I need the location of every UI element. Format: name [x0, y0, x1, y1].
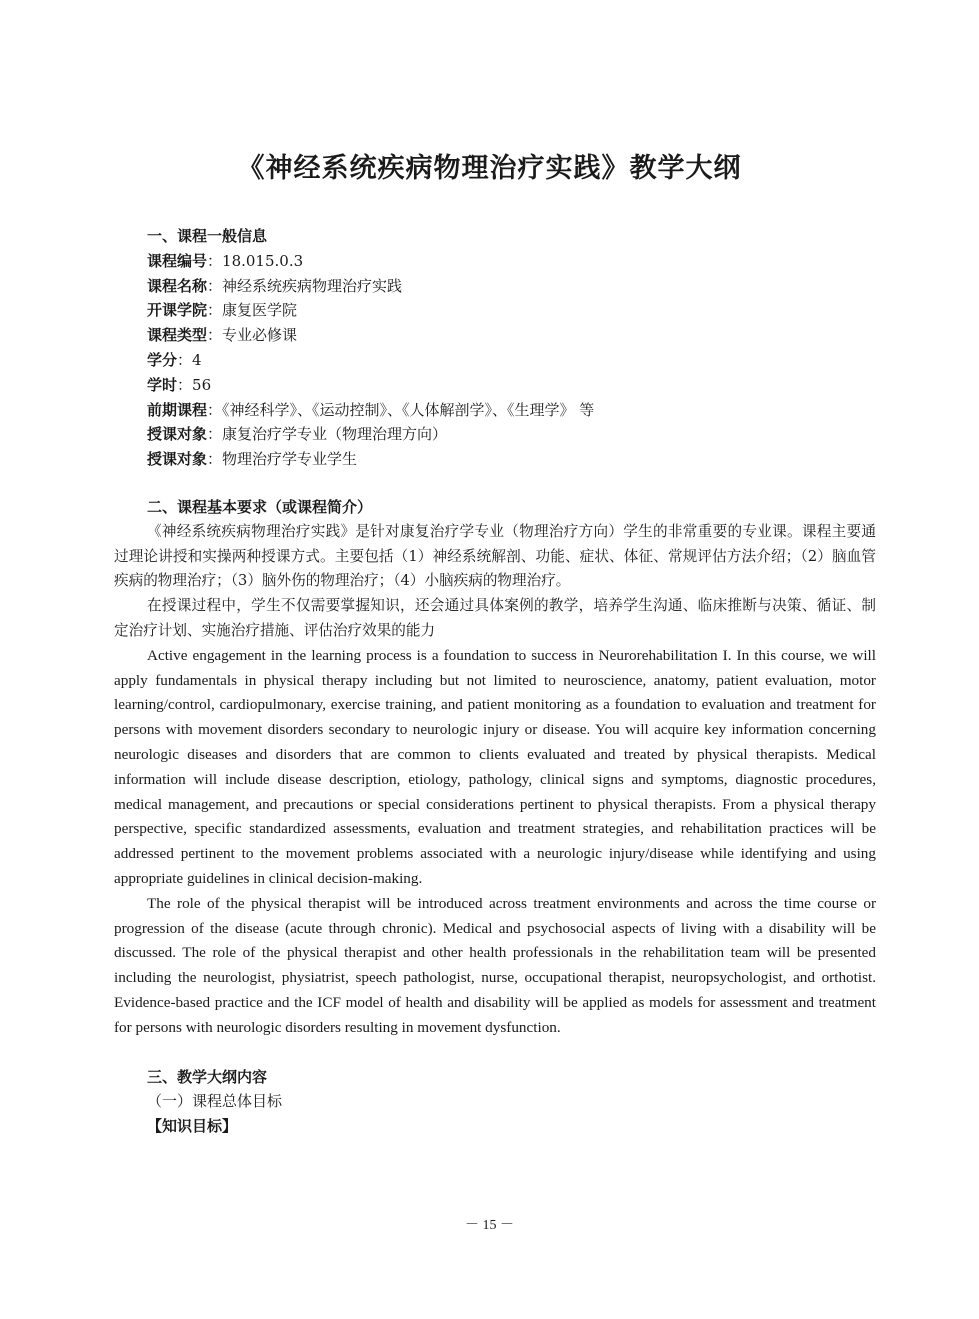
- section-heading-requirements: 二、课程基本要求（或课程简介）: [147, 497, 373, 516]
- course-info-value: 18.015.0.3: [222, 251, 304, 270]
- subheading-overall-goals: （一）课程总体目标: [147, 1092, 283, 1111]
- course-info-value: 物理治疗学专业学生: [222, 450, 358, 469]
- course-info-label: 课程类型: [147, 326, 208, 345]
- course-info-label: 课程名称: [147, 276, 208, 295]
- course-info-row: [114, 323, 876, 348]
- course-info-value: 神经系统疾病物理治疗实践: [222, 276, 403, 295]
- course-info-separator: ：: [207, 251, 223, 270]
- section-heading-syllabus-content: 三、教学大纲内容: [147, 1067, 268, 1086]
- course-info-row: [114, 398, 876, 423]
- course-info-value: 专业必修课: [222, 326, 298, 345]
- course-info-row: [114, 422, 876, 447]
- course-info-value: 康复医学院: [222, 301, 298, 320]
- course-info-list: [114, 249, 876, 472]
- document-title: 《神经系统疾病物理治疗实践》教学大纲: [237, 153, 742, 184]
- course-info-row: [114, 447, 876, 472]
- course-info-separator: ：: [207, 301, 223, 320]
- course-info-row: [114, 348, 876, 373]
- course-info-value: 56: [192, 375, 212, 394]
- course-info-label: 学时: [147, 375, 178, 394]
- course-info-row: [114, 249, 876, 274]
- subheading-knowledge-goals: 【知识目标】: [147, 1117, 238, 1136]
- course-info-separator: ：: [177, 375, 193, 394]
- course-info-separator: ：: [207, 326, 223, 345]
- course-info-separator: ：: [177, 350, 193, 369]
- course-info-label: 授课对象: [147, 425, 208, 444]
- course-info-label: 开课学院: [147, 301, 208, 320]
- course-info-separator: ：: [207, 400, 223, 419]
- course-info-value: 康复治疗学专业（物理治理方向）: [222, 425, 448, 444]
- course-info-value: 4: [192, 350, 202, 369]
- course-info-label: 前期课程: [147, 400, 208, 419]
- course-info-separator: ：: [207, 425, 223, 444]
- course-info-label: 学分: [147, 350, 178, 369]
- page-number: － 15 －: [465, 1218, 514, 1233]
- spacer: [114, 1041, 876, 1065]
- course-info-separator: ：: [207, 276, 223, 295]
- course-info-value: 《神经科学》、《运动控制》、《人体解剖学》、《生理学》 等: [222, 400, 595, 419]
- intro-paragraph-cn-1: 《神经系统疾病物理治疗实践》是针对康复治疗学专业（物理治疗方向）学生的非常重要的专业课。课程主要通过理论讲授和实操两种授课方式。主要包括（1）神经系统解剖、功能、症状、体征、常规评估方法介绍；（2）脑血管疾病的物理治疗；（3）脑外伤的物理治疗；（4）小脑疾病的物理治疗。: [114, 522, 876, 590]
- spacer: [114, 472, 876, 495]
- intro-paragraph-en-2: The role of the physical therapist will be introduced across treatment environments and across the time course or progression of the disease (acute through chronic). Medical and psychosocial aspects of living with a disability will be discussed. The role of the physical therapist and other health professionals in the rehabilitation team will be presented including the neurologist, physiatrist, speech pathologist, nurse, occupational therapist, neuropsychologist, and orthotist. Evidence-based practice and the ICF model of health and disability will be applied as models for assessment and treatment for persons with neurologic disorders resulting in movement dysfunction.: [114, 894, 876, 1036]
- course-info-row: [114, 373, 876, 398]
- section-heading-general-info: 一、课程一般信息: [147, 227, 268, 245]
- intro-paragraph-cn-2: 在授课过程中，学生不仅需要掌握知识，还会通过具体案例的教学，培养学生沟通、临床推断与决策、循证、制定治疗计划、实施治疗措施、评估治疗效果的能力: [114, 597, 876, 639]
- course-info-separator: ：: [207, 450, 223, 469]
- course-info-row: [114, 298, 876, 323]
- course-info-label: 课程编号: [147, 251, 208, 270]
- intro-paragraph-en-1: Active engagement in the learning process is a foundation to success in Neurorehabilitation I. In this course, we will apply fundamentals in physical therapy including but not limited to neuroscience, anatomy, patient evaluation, motor learning/control, cardiopulmonary, exercise training, and patient monitoring as a foundation to evaluation and treatment for persons with movement disorders secondary to neurologic injury or disease. You will acquire key information concerning neurologic diseases and disorders that are common to clients evaluated and treated by physical therapists. Medical information will include disease description, etiology, pathology, clinical signs and symptoms, diagnostic procedures, medical management, and precautions or special considerations pertinent to physical therapists. From a physical therapy perspective, specific standardized assessments, evaluation and treatment strategies, and rehabilitation practices will be addressed pertinent to the movement problems associated with a neurologic injury/disease while identifying and using appropriate guidelines in clinical decision-making.: [114, 646, 876, 887]
- course-info-row: [114, 274, 876, 299]
- document-content: [114, 224, 876, 1139]
- course-info-label: 授课对象: [147, 450, 208, 469]
